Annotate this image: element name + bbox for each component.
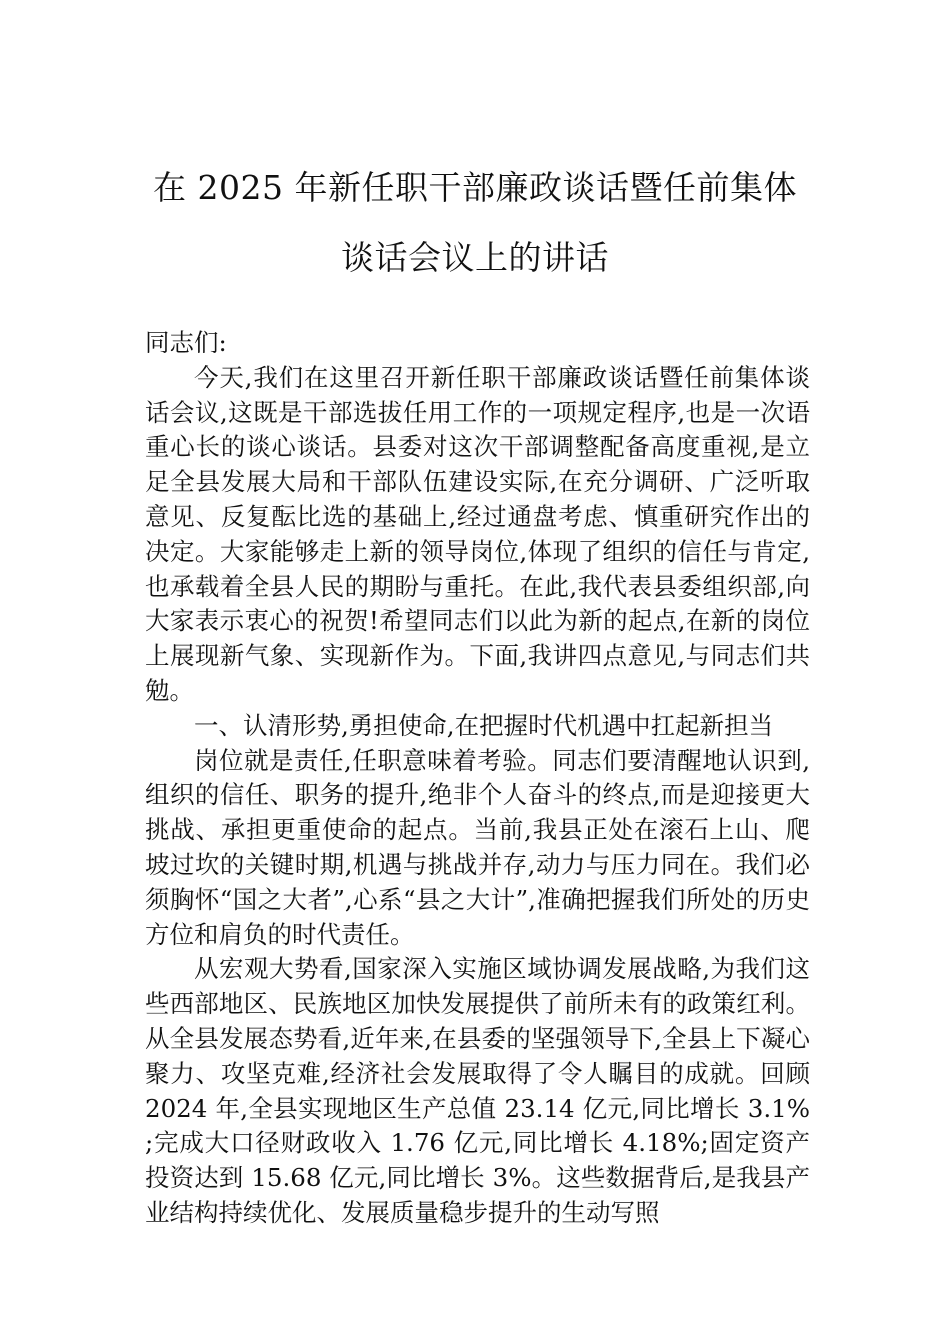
paragraph-responsibility: 岗位就是责任,任职意味着考验。同志们要清醒地认识到,组织的信任、职务的提升,绝非个人奋斗的终点,而是迎接更大挑战、承担更重使命的起点。当前,我县正处在滚石上山、爬坡过坎的关键时期,机遇与挑战并存,动力与压力同在。我们必须胸怀“国之大者”,心系“县之大计”,准确把握我们所处的历史方位和肩负的时代责任。 [145, 745, 810, 949]
document-title-line-1: 在 2025 年新任职干部廉政谈话暨任前集体 [153, 168, 797, 207]
document-title-line-2: 谈话会议上的讲话 [341, 238, 609, 277]
document-body [145, 326, 810, 1231]
section-heading: 一、认清形势,勇担使命,在把握时代机遇中扛起新担当 [194, 710, 774, 740]
paragraph-situation: 从宏观大势看,国家深入实施区域协调发展战略,为我们这些西部地区、民族地区加快发展提供了前所未有的政策红利。从全县发展态势看,近年来,在县委的坚强领导下,全县上下凝心聚力、攻坚克难,经济社会发展取得了令人瞩目的成就。回顾 2024 年,全县实现地区生产总值 23.14 亿元,同比增长 3.1%;完成大口径财政收入 1.76 亿元,同比增长 4.18%;固定资产投资达到 15.68 亿元,同比增长 3%。这些数据背后,是我县产业结构持续优化、发展质量稳步提升的生动写照 [145, 954, 810, 1227]
salutation: 同志们: [145, 328, 227, 357]
paragraph-opening: 今天,我们在这里召开新任职干部廉政谈话暨任前集体谈话会议,这既是干部选拔任用工作的一项规定程序,也是一次语重心长的谈心谈话。县委对这次干部调整配备高度重视,是立足全县发展大局和干部队伍建设实际,在充分调研、广泛听取意见、反复酝比选的基础上,经过通盘考虑、慎重研究作出的决定。大家能够走上新的领导岗位,体现了组织的信任与肯定,也承载着全县人民的期盼与重托。在此,我代表县委组织部,向大家表示衷心的祝贺!希望同志们以此为新的起点,在新的岗位上展现新气象、实现新作为。下面,我讲四点意见,与同志们共勉。 [145, 362, 810, 705]
